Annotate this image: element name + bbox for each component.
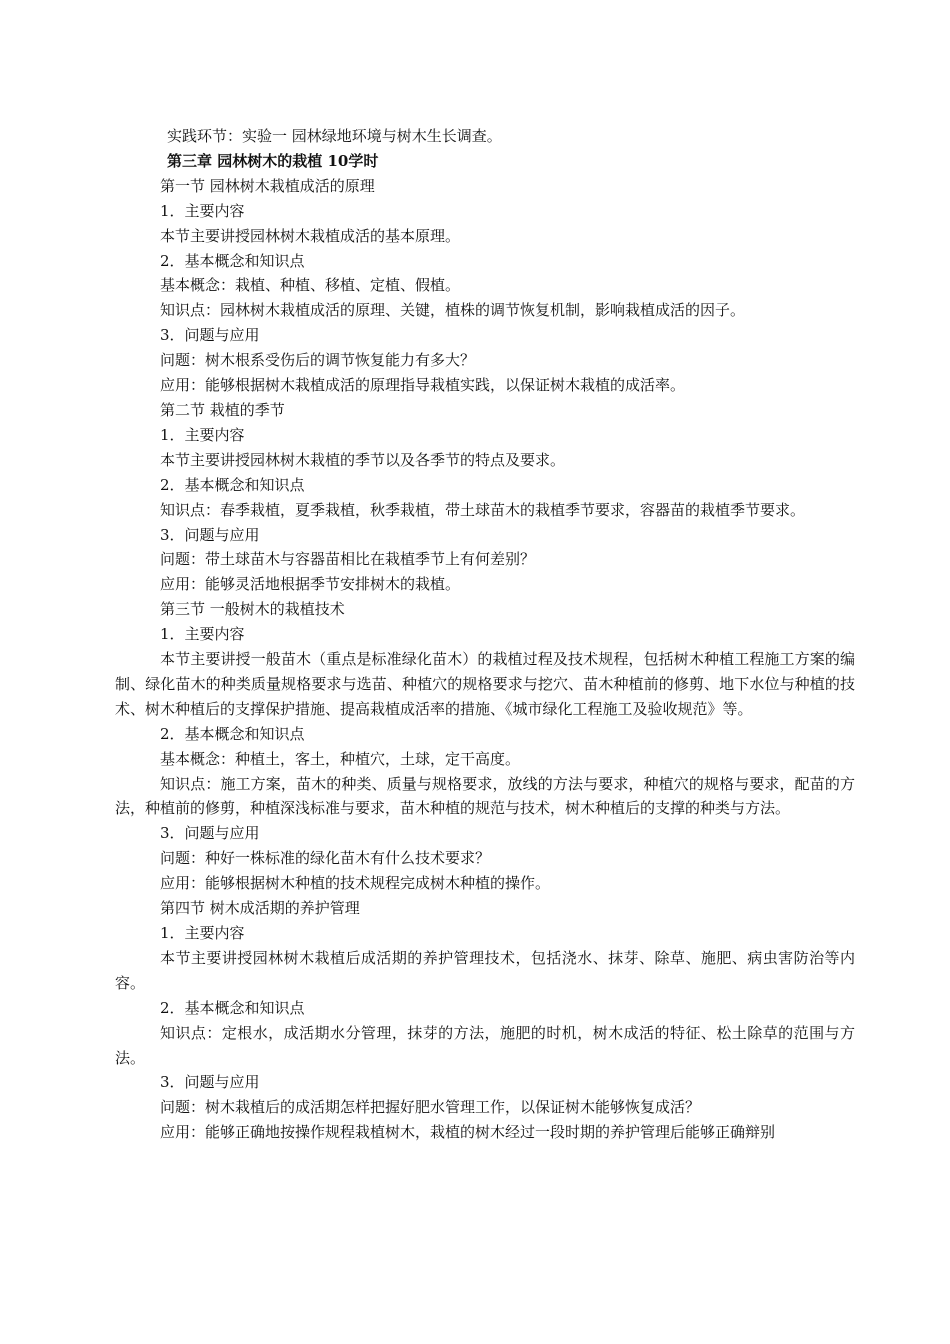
section-heading: 第一节 园林树木栽植成活的原理: [160, 176, 375, 195]
paragraph: 基本概念：种植土，客土，种植穴，土球，定干高度。: [160, 749, 521, 768]
subsection-heading: 3．问题与应用: [160, 326, 260, 345]
section-heading: 第二节 栽植的季节: [160, 400, 285, 419]
subsection-heading: 3．问题与应用: [160, 1073, 260, 1092]
document-body: [115, 124, 855, 1145]
subsection-heading: 3．问题与应用: [160, 824, 260, 843]
paragraph: 应用：能够根据树木种植的技术规程完成树木种植的操作。: [160, 874, 551, 893]
subsection-heading: 1．主要内容: [160, 625, 245, 644]
paragraph: 知识点：园林树木栽植成活的原理、关键，植株的调节恢复机制，影响栽植成活的因子。: [160, 301, 746, 320]
paragraph: 知识点：施工方案，苗木的种类、质量与规格要求，放线的方法与要求，种植穴的规格与要求，配苗的方法，种植前的修剪，种植深浅标准与要求，苗木种植的规范与技术，树木种植后的支撑的种类与方法。: [115, 774, 855, 818]
paragraph: 问题：种好一株标准的绿化苗木有什么技术要求？: [160, 849, 491, 868]
subsection-heading: 2．基本概念和知识点: [160, 251, 305, 270]
paragraph: 本节主要讲授园林树木栽植的季节以及各季节的特点及要求。: [160, 450, 566, 469]
paragraph: 问题：树木栽植后的成活期怎样把握好肥水管理工作，以保证树木能够恢复成活？: [160, 1098, 701, 1117]
paragraph: 应用：能够灵活地根据季节安排树木的栽植。: [160, 575, 461, 594]
subsection-heading: 2．基本概念和知识点: [160, 724, 305, 743]
paragraph: 问题：树木根系受伤后的调节恢复能力有多大？: [160, 351, 476, 370]
subsection-heading: 1．主要内容: [160, 201, 245, 220]
paragraph: 基本概念：栽植、种植、移植、定植、假植。: [160, 276, 461, 295]
paragraph: 问题：带土球苗木与容器苗相比在栽植季节上有何差别？: [160, 550, 536, 569]
paragraph: 本节主要讲授园林树木栽植成活的基本原理。: [160, 226, 461, 245]
paragraph: 知识点：春季栽植，夏季栽植，秋季栽植，带土球苗木的栽植季节要求，容器苗的栽植季节要求。: [160, 500, 806, 519]
paragraph: 知识点：定根水，成活期水分管理，抹芽的方法，施肥的时机，树木成活的特征、松土除草的范围与方法。: [115, 1023, 855, 1067]
subsection-heading: 1．主要内容: [160, 425, 245, 444]
subsection-heading: 2．基本概念和知识点: [160, 475, 305, 494]
paragraph: 本节主要讲授一般苗木（重点是标准绿化苗木）的栽植过程及技术规程，包括树木种植工程施工方案的编制、绿化苗木的种类质量规格要求与选苗、种植穴的规格要求与挖穴、苗木种植前的修剪、地下水位与种植的技术、树木种植后的支撑保护措施、提高栽植成活率的措施、《城市绿化工程施工及验收规范》等。: [115, 650, 855, 718]
chapter-heading: 第三章 园林树木的栽植 10学时: [167, 151, 379, 170]
practice-section: 实践环节：实验一 园林绿地环境与树木生长调查。: [167, 127, 502, 145]
paragraph: 本节主要讲授园林树木栽植后成活期的养护管理技术，包括浇水、抹芽、除草、施肥、病虫害防治等内容。: [115, 948, 855, 992]
subsection-heading: 1．主要内容: [160, 924, 245, 942]
section-heading: 第三节 一般树木的栽植技术: [160, 600, 345, 619]
paragraph: 应用：能够正确地按操作规程栽植树木，栽植的树木经过一段时期的养护管理后能够正确辩别: [160, 1123, 776, 1142]
section-heading: 第四节 树木成活期的养护管理: [160, 899, 360, 918]
subsection-heading: 2．基本概念和知识点: [160, 998, 305, 1017]
paragraph: 应用：能够根据树木栽植成活的原理指导栽植实践，以保证树木栽植的成活率。: [160, 376, 686, 395]
subsection-heading: 3．问题与应用: [160, 525, 260, 544]
